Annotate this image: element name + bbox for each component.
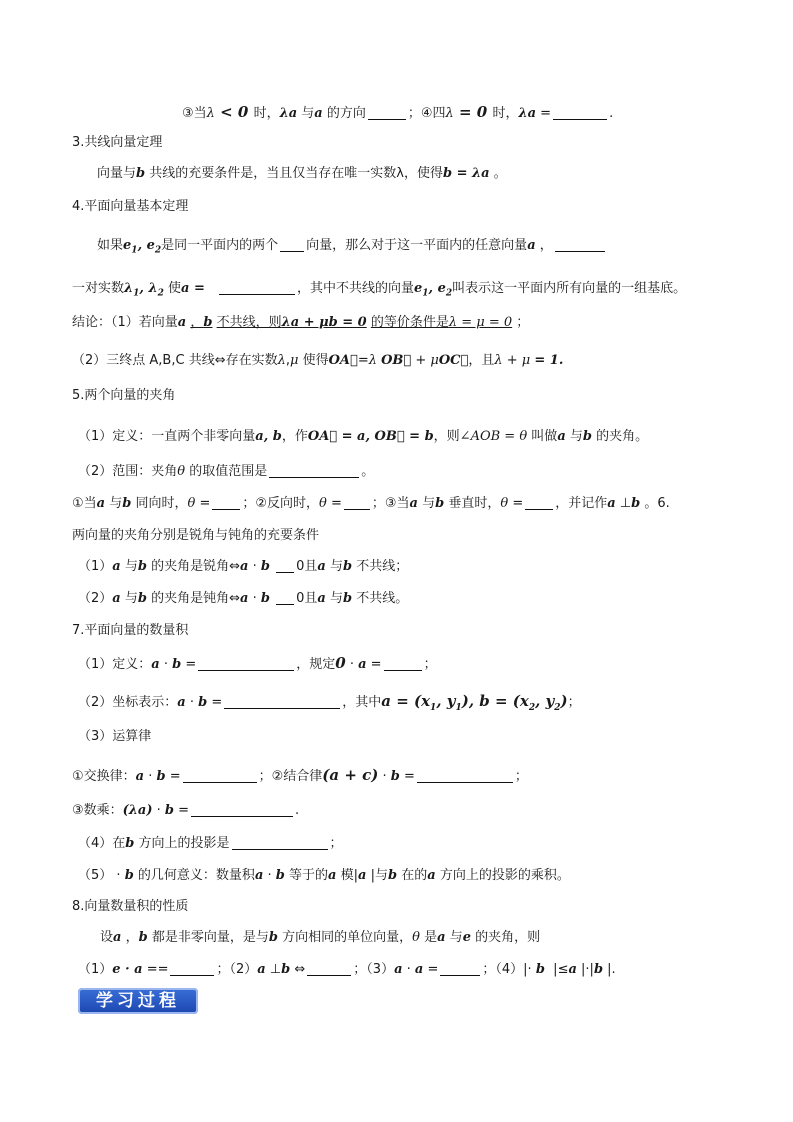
dot-product-definition: （1）定义：a · b = ，规定0 · a = ；: [78, 654, 437, 672]
angle-special-cases: ①当a 与b 同向时，θ = ；②反向时，θ = ；③当a 与b 垂直时，θ = ，并记作a ⊥b 。6.: [72, 496, 670, 511]
properties-intro: 设a ，b 都是非零向量，是与b 方向相同的单位向量，θ 是a 与e 的夹角，则: [100, 930, 541, 945]
geometric-meaning: （5） · b 的几何意义：数量积a · b 等于的a 模|a |与b 在的a 方向上的投影的乘积。: [78, 868, 570, 883]
commutative-associative-laws: ①交换律：a · b = ；②结合律(a + c) · b = ；: [72, 766, 528, 784]
properties-list: （1）e · a == ；（2）a ⊥b ⇔ ；（3）a · a = ；（4）|· b |≤a |·|b |.: [78, 962, 616, 977]
learning-process-badge: [78, 988, 198, 1014]
section-8-title: 8.向量数量积的性质: [72, 899, 189, 914]
angle-types-heading: 两向量的夹角分别是锐角与钝角的充要条件: [72, 528, 320, 543]
obtuse-angle-condition: （2）a 与b 的夹角是钝角⇔a · b 0且a 与b 不共线。: [78, 591, 409, 606]
basis-conclusion-1: 结论：（1）若向量a ，b 不共线，则λa + μb = 0 的等价条件是λ = μ = 0 ；: [72, 315, 530, 330]
operation-laws-heading: （3）运算律: [78, 729, 152, 744]
section-3-title: 3.共线向量定理: [72, 135, 163, 150]
section-5-title: 5.两个向量的夹角: [72, 388, 176, 403]
basis-conclusion-2: （2）三终点 A,B,C 共线⇔存在实数λ,μ 使得OA⃗=λ OB⃗ + μOC⃗，且λ + μ = 1.: [72, 353, 564, 368]
coordinate-form: （2）坐标表示：a · b = ，其中$a = (x_1$, $y_1$), $b = (x_2$, $y_2$)；: [78, 692, 581, 713]
section-7-title: 7.平面向量的数量积: [72, 623, 189, 638]
basis-theorem-line-1: 如果$e_1$, $e_2$是同一平面内的两个 向量，那么对于这一平面内的任意向量a ，: [97, 236, 607, 261]
learning-process-label: 学习过程: [96, 991, 180, 1011]
acute-angle-condition: （1）a 与b 的夹角是锐角⇔a · b 0且a 与b 不共线；: [78, 559, 409, 574]
scalar-multiplication-law: ③数乘：(λa) · b = .: [72, 803, 300, 818]
angle-definition: （1）定义：一直两个非零向量a, b，作OA⃗ = a, OB⃗ = b，则∠AOB = θ 叫做a 与b 的夹角。: [78, 429, 649, 444]
collinear-theorem: 向量与b 共线的充要条件是，当且仅当存在唯一实数λ，使得b = λa 。: [97, 166, 507, 181]
projection-line: （4）在b 方向上的投影是 ；: [78, 836, 343, 851]
basis-theorem-line-2: 一对实数$\lambda_1$, $\lambda_2$ 使a = ，其中不共线的向量$e_1$, $e_2$叫表示这一平面内所有向量的一组基底。: [72, 281, 687, 299]
condition-line-3-4: ③当λ < 0 时，λa 与a 的方向 ；④四λ = 0 时，λa = .: [182, 103, 614, 121]
angle-range: （2）范围：夹角θ 的取值范围是 。: [78, 464, 375, 479]
section-4-title: 4.平面向量基本定理: [72, 199, 189, 214]
